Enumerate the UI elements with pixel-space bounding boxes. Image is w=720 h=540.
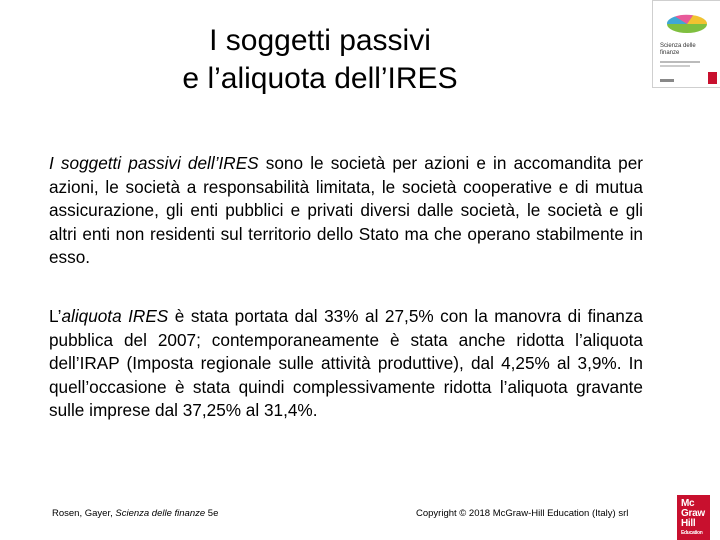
cover-logo-icon xyxy=(708,72,717,84)
footer-authors: Rosen, Gayer, xyxy=(52,508,116,519)
footer-copyright: Copyright © 2018 McGraw-Hill Education (Italy) srl xyxy=(416,508,629,519)
paragraph-2-emphasis: aliquota IRES xyxy=(61,306,169,326)
cover-author-line xyxy=(660,61,700,63)
paragraph-soggetti-passivi xyxy=(49,152,643,270)
footer-edition: 5e xyxy=(205,508,219,519)
cover-subtitle-line xyxy=(660,65,690,67)
mcgraw-hill-logo xyxy=(677,495,710,540)
footer-book-title: Scienza delle finanze xyxy=(115,508,206,519)
cover-pie-chart-art xyxy=(659,7,715,37)
logo-line-2: Graw xyxy=(681,508,705,519)
logo-line-4: Education xyxy=(681,530,703,536)
slide-title xyxy=(120,22,520,98)
cover-publisher-mark xyxy=(660,79,674,82)
slide-title-line-1: I soggetti passivi xyxy=(209,24,431,57)
book-cover-thumbnail xyxy=(652,0,720,88)
logo-line-3: Hill xyxy=(681,518,696,529)
footer-citation xyxy=(52,508,218,520)
slide-title-line-2: e l’aliquota dell’IRES xyxy=(182,62,458,95)
cover-title: Scienza delle finanze xyxy=(660,43,696,56)
paragraph-aliquota-ires xyxy=(49,305,643,423)
paragraph-1-text: sono le società per azioni e in accomandita per azioni, le società a responsabilità limitata, le società cooperative e di mutua assicurazione, gli enti pubblici e privati diversi dalle società, le società e gli altri enti non residenti sul territorio dello Stato ma che operano stabilmente in esso. xyxy=(49,153,644,268)
paragraph-2-lead: L’ xyxy=(49,306,62,326)
logo-line-1: Mc xyxy=(681,498,695,509)
paragraph-2-text: è stata portata dal 33% al 27,5% con la manovra di finanza pubblica del 2007; contemporaneamente è stata anche ridotta l’aliquota dell’IRAP (Imposta regionale sulle attività produttive), dal 4,25% al 3,9%. In quell’occasione è stata quindi complessivamente ridotta l’aliquota gravante sulle imprese dal 37,25% al 31,4%. xyxy=(49,306,643,421)
paragraph-1-emphasis: I soggetti passivi dell’IRES xyxy=(49,153,259,173)
